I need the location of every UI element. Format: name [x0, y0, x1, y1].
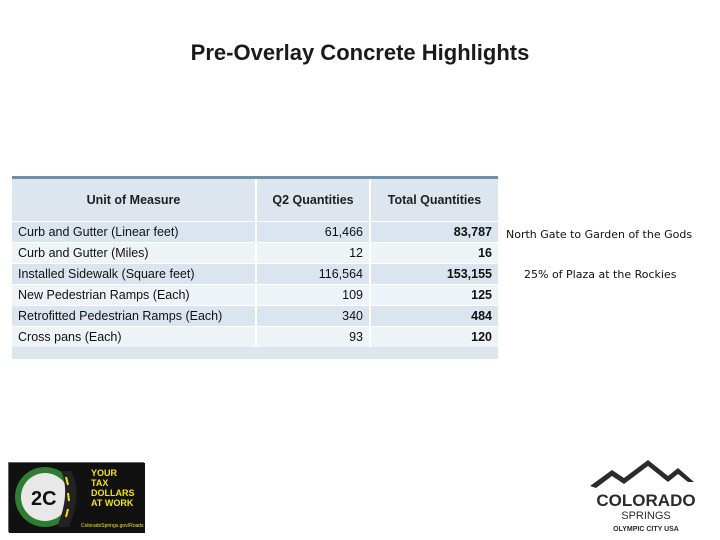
cell-q2: 109: [256, 284, 370, 305]
table-row: [12, 263, 498, 284]
table-row: [12, 221, 498, 242]
header-total: Total Quantities: [387, 192, 482, 207]
mountain-icon: [590, 460, 694, 488]
table-row: [12, 305, 498, 326]
logo-line2: SPRINGS: [621, 510, 671, 522]
cell-total: 120: [370, 326, 498, 347]
table-row: [12, 284, 498, 305]
badge-line4: AT WORK: [91, 498, 134, 508]
cell-unit: Installed Sidewalk (Square feet): [12, 263, 256, 284]
cell-q2: 61,466: [256, 221, 370, 242]
cell-unit: Curb and Gutter (Linear feet): [12, 221, 256, 242]
logo-line3: OLYMPIC CITY USA: [613, 526, 679, 533]
cell-unit: Retrofitted Pedestrian Ramps (Each): [12, 305, 256, 326]
cell-total: 125: [370, 284, 498, 305]
page-title: Pre-Overlay Concrete Highlights: [190, 40, 530, 65]
cell-unit: Cross pans (Each): [12, 326, 256, 347]
badge-caption: ColoradoSprings.gov/Roads: [81, 523, 144, 529]
header-unit: Unit of Measure: [12, 179, 256, 221]
cell-q2: 116,564: [256, 263, 370, 284]
badge-line3: DOLLARS: [91, 488, 135, 498]
2c-tax-dollars-badge: [8, 462, 144, 532]
cell-total: 16: [370, 242, 498, 263]
cell-q2: 340: [256, 305, 370, 326]
cell-q2: 93: [256, 326, 370, 347]
header-q2: Q2 Quantities: [256, 179, 370, 221]
cell-total: 153,155: [370, 263, 498, 284]
logo-line1: COLORADO: [596, 491, 696, 510]
badge-code: 2C: [31, 488, 57, 510]
cell-unit: Curb and Gutter (Miles): [12, 242, 256, 263]
logo-graphic: [582, 456, 710, 536]
table-row: [12, 242, 498, 263]
quantities-table: [12, 176, 498, 359]
table-footer-band: [12, 347, 498, 359]
badge-line1: YOUR: [91, 468, 118, 478]
badge-graphic: [9, 463, 145, 533]
table-row: [12, 326, 498, 347]
cell-unit: New Pedestrian Ramps (Each): [12, 284, 256, 305]
colorado-springs-logo: [582, 456, 710, 536]
cell-q2: 12: [256, 242, 370, 263]
table-header-row: [12, 179, 498, 221]
badge-line2: TAX: [91, 478, 109, 488]
cell-total: 484: [370, 305, 498, 326]
cell-total: 83,787: [370, 221, 498, 242]
note-north-gate: North Gate to Garden of the Gods: [506, 228, 693, 241]
note-plaza-rockies: 25% of Plaza at the Rockies: [524, 268, 677, 281]
